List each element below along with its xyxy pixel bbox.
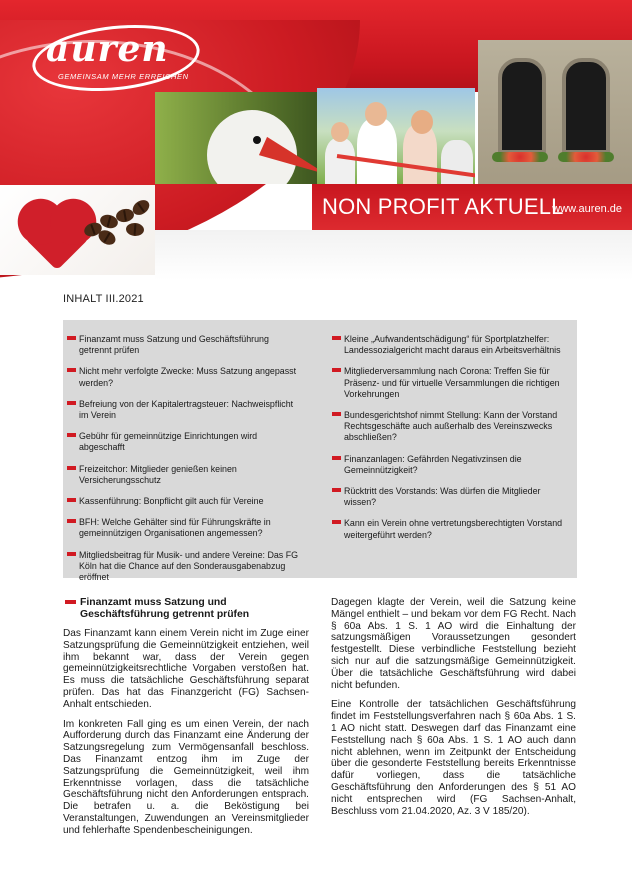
toc-item[interactable]: Kann ein Verein ohne vertretungsberechtigten Vorstand weitergeführt werden? bbox=[331, 518, 567, 540]
logo-wordmark: auren bbox=[46, 28, 169, 70]
toc-item[interactable]: Kleine „Aufwandentschädigung“ für Sportplatzhelfer: Landessozialgericht macht daraus ein Arbeitsverhältnis bbox=[331, 334, 567, 356]
masthead bbox=[0, 0, 632, 282]
red-bullet-icon bbox=[332, 336, 341, 340]
toc-item[interactable]: Finanzanlagen: Gefährden Negativzinsen die Gemeinnützigkeit? bbox=[331, 454, 567, 476]
toc-item[interactable]: Freizeitchor: Mitglieder genießen keinen Versicherungsschutz bbox=[66, 464, 302, 486]
team-rope-photo bbox=[317, 88, 475, 184]
person-figure bbox=[357, 118, 397, 184]
toc-column-left bbox=[66, 334, 302, 583]
toc-item[interactable]: Kassenführung: Bonpflicht gilt auch für Vereine bbox=[66, 496, 302, 507]
stork-eye-shape bbox=[253, 136, 261, 144]
article-paragraph: Im konkreten Fall ging es um einen Verein, der nach Aufforderung durch das Finanzamt eine Änderung der Satzungsregelung zum Vermögensanfall beschloss. Das Finanzamt entzog ihm im Zuge der Satzungsprüfung die Gemeinnützigkeit, weil ihm Erkenntnisse vorlagen, dass die tatsächliche Geschäftsführung nicht den Anforderungen entsprach. Die betrafen u. a. die Beköstigung bei Veranstaltungen, Zuwendungen an Vereinsmitglieder und fehlerhafte Spendenbescheinigungen. bbox=[63, 718, 309, 836]
red-bullet-icon bbox=[67, 433, 76, 437]
window-arch-shape bbox=[562, 58, 610, 154]
window-arch-shape bbox=[498, 58, 546, 154]
red-bullet-icon bbox=[67, 498, 76, 502]
stork-photo bbox=[155, 92, 317, 184]
red-bullet-icon bbox=[332, 456, 341, 460]
toc-item[interactable]: Gebühr für gemeinnützige Einrichtungen wird abgeschafft bbox=[66, 431, 302, 453]
toc-item[interactable]: Mitgliedsbeitrag für Musik- und andere Vereine: Das FG Köln hat die Chance auf den Sonderausgabenabzug eröffnet bbox=[66, 550, 302, 584]
flower-box-shape bbox=[492, 152, 548, 162]
red-bullet-icon bbox=[67, 466, 76, 470]
person-head bbox=[411, 110, 433, 134]
heart-coffee-photo bbox=[0, 185, 155, 275]
coffee-bean-shape bbox=[125, 222, 144, 237]
flower-box-shape bbox=[558, 152, 614, 162]
toc-item[interactable]: Mitgliederversammlung nach Corona: Treffen Sie für Präsenz- und für virtuelle Versammlungen die richtigen Vorkehrungen bbox=[331, 366, 567, 400]
heart-shape bbox=[24, 205, 89, 270]
toc-item[interactable]: Nicht mehr verfolgte Zwecke: Muss Satzung angepasst werden? bbox=[66, 366, 302, 388]
red-bullet-icon bbox=[67, 552, 76, 556]
red-bullet-icon bbox=[332, 368, 341, 372]
red-bullet-icon bbox=[65, 600, 76, 604]
newsletter-title: NON PROFIT AKTUELL bbox=[322, 194, 564, 219]
red-bullet-icon bbox=[67, 519, 76, 523]
toc-item[interactable]: Finanzamt muss Satzung und Geschäftsführung getrennt prüfen bbox=[66, 334, 302, 356]
issue-label: INHALT III.2021 bbox=[63, 293, 144, 305]
red-bullet-icon bbox=[67, 368, 76, 372]
article-column-right bbox=[331, 597, 576, 825]
article-column-left bbox=[63, 597, 309, 845]
toc-item[interactable]: Befreiung von der Kapitalertragsteuer: Nachweispflicht im Verein bbox=[66, 399, 302, 421]
toc-item[interactable]: BFH: Welche Gehälter sind für Führungskräfte in gemeinnützigen Organisationen angemessen? bbox=[66, 517, 302, 539]
person-figure bbox=[325, 138, 355, 184]
person-figure bbox=[441, 140, 473, 184]
logo-tagline: GEMEINSAM MEHR ERREICHEN bbox=[58, 72, 189, 81]
table-of-contents bbox=[63, 320, 577, 583]
toc-item[interactable]: Bundesgerichtshof nimmt Stellung: Kann der Vorstand Rechtsgeschäfte auch außerhalb des Vereinszwecks abschließen? bbox=[331, 410, 567, 444]
red-bullet-icon bbox=[332, 412, 341, 416]
article-paragraph: Das Finanzamt kann einem Verein nicht im Zuge einer Satzungsprüfung die Gemeinnützigkeit entziehen, weil ihm bekannt war, dass der Verein gegen gemeinnützigkeitsrechtliche Vorgaben verstoßen hat. Es muss die tatsächliche Geschäftsführung separat prüfen. Das hat das Finanzgericht (FG) Sachsen-Anhalt entschieden. bbox=[63, 628, 309, 710]
red-bullet-icon bbox=[332, 488, 341, 492]
person-head bbox=[365, 102, 387, 126]
article-paragraph: Dagegen klagte der Verein, weil die Satzung keine Mängel enthielt – und bekam vor dem FG Recht. Nach § 60a Abs. 1 S. 1 AO wird die Einhaltung der satzungsmäßigen Voraussetzungen gesondert festgestellt. Diese verbindliche Feststellung bezieht sich nur auf die satzungsmäßige Gemeinnützigkeit. Über die tatsächliche Geschäftsführung wird dabei nicht befunden. bbox=[331, 597, 576, 691]
website-url[interactable]: www.auren.de bbox=[552, 203, 622, 215]
person-head bbox=[331, 122, 349, 142]
red-bullet-icon bbox=[67, 336, 76, 340]
newsletter-banner bbox=[312, 184, 632, 230]
toc-item[interactable]: Rücktritt des Vorstands: Was dürfen die Mitglieder wissen? bbox=[331, 486, 567, 508]
red-bullet-icon bbox=[67, 401, 76, 405]
article-paragraph: Eine Kontrolle der tatsächlichen Geschäftsführung findet im Feststellungsverfahren nach § 60a Abs. 1 S. 1 AO nicht statt. Deswegen darf das Finanzamt eine Feststellung nach § 60a Abs. 1 S. 1 AO auch dann nicht ablehnen, wenn im Zeitpunkt der Entscheidung über die gesonderte Feststellung bereits Erkenntnisse dafür vorliegen, dass die tatsächliche Geschäftsführung den Anforderungen des § 51 AO nicht entsprechen wird (FG Sachsen-Anhalt, Beschluss vom 21.04.2020, Az. 3 V 185/20). bbox=[331, 699, 576, 817]
toc-column-right bbox=[331, 334, 567, 541]
banner-shadow bbox=[155, 230, 632, 280]
red-bullet-icon bbox=[332, 520, 341, 524]
window-photo bbox=[478, 40, 632, 184]
article-headline: Finanzamt muss Satzung und Geschäftsführung getrennt prüfen bbox=[63, 597, 309, 621]
